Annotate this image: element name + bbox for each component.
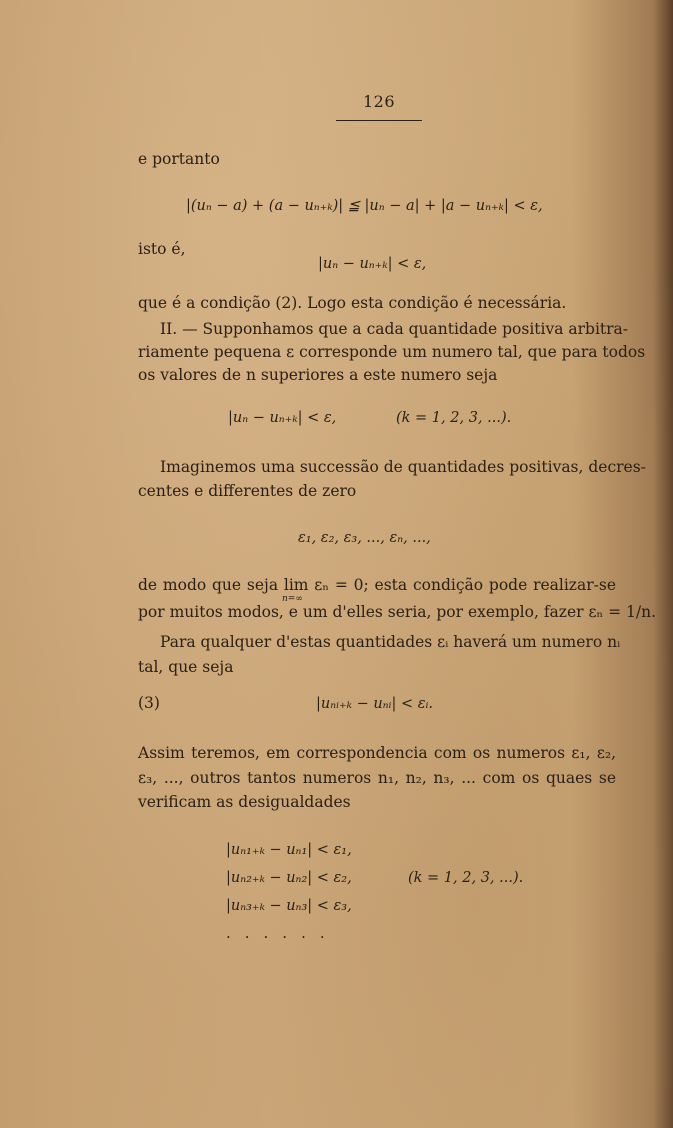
equation-range: (k = 1, 2, 3, ...). [408, 870, 524, 886]
text-line: por muitos modos, e um d'elles seria, por exemplo, fazer εₙ = 1/n. [138, 603, 657, 621]
text-line: II. — Supponhamos que a cada quantidade positiva arbitra- [160, 320, 629, 338]
text-line: e portanto [138, 150, 220, 168]
equation-difference: |uₙ − uₙ₊ₖ| < ε, [318, 256, 427, 272]
text-line: Assim teremos, em correspondencia com os numeros ε₁, ε₂, [138, 744, 616, 762]
text-line: Imaginemos uma successão de quantidades positivas, decres- [160, 458, 646, 476]
text-line: Para qualquer d'estas quantidades εᵢ haverá um numero nᵢ [160, 633, 621, 651]
limit-subscript: n=∞ [282, 594, 303, 604]
text-line: de modo que seja lim εₙ = 0; esta condição pode realizar-se [138, 576, 616, 594]
equation-3: |uₙᵢ₊ₖ − uₙᵢ| < εᵢ. [316, 696, 434, 712]
text-line: verificam as desigualdades [138, 793, 351, 811]
equation-sequence: ε₁, ε₂, ε₃, ..., εₙ, ..., [298, 530, 431, 546]
text-line: que é a condição (2). Logo esta condição é necessária. [138, 294, 567, 312]
page-number: 126 [362, 92, 396, 111]
inequality-3: |uₙ₃₊ₖ − uₙ₃| < ε₃, [226, 898, 352, 914]
text-line: isto é, [138, 240, 186, 258]
text-line: ε₃, ..., outros tantos numeros n₁, n₂, n₃, ... com os quaes se [138, 769, 616, 787]
text-line: riamente pequena ε corresponde um numero tal, que para todos [138, 343, 646, 361]
equation-number: (3) [138, 694, 160, 712]
text-line: centes e differentes de zero [138, 482, 357, 500]
text-line: tal, que seja [138, 658, 234, 676]
equation-triangle-inequality: |(uₙ − a) + (a − uₙ₊ₖ)| ≦ |uₙ − a| + |a − uₙ₊ₖ| < ε, [186, 198, 543, 214]
inequality-2: |uₙ₂₊ₖ − uₙ₂| < ε₂, [226, 870, 352, 886]
text-line: os valores de n superiores a este numero seja [138, 366, 498, 384]
header-rule [336, 120, 422, 121]
equation-condition: |uₙ − uₙ₊ₖ| < ε, [228, 410, 337, 426]
continuation-dots: ...... [226, 924, 339, 942]
equation-range: (k = 1, 2, 3, ...). [396, 410, 512, 426]
inequality-1: |uₙ₁₊ₖ − uₙ₁| < ε₁, [226, 842, 352, 858]
